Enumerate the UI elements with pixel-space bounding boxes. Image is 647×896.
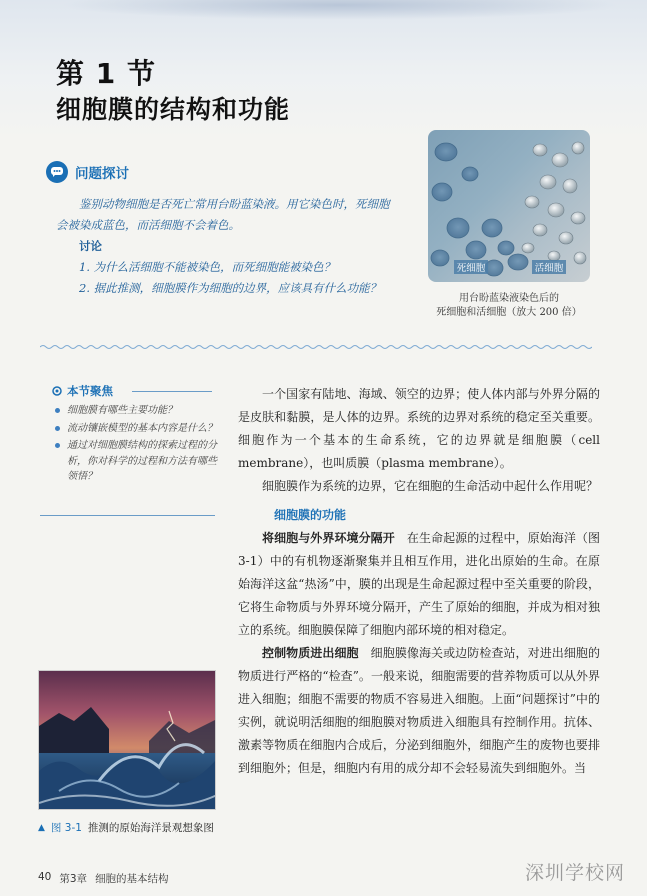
- photo-caption-line2: 死细胞和活细胞（放大 200 倍）: [436, 307, 582, 318]
- paragraph-3: [238, 527, 600, 642]
- watermark: 深圳学校网: [525, 862, 626, 884]
- label-dead-cell: 死细胞: [456, 263, 486, 274]
- paragraph-4-text: 细胞膜像海关或边防检查站，对进出细胞的物质进行严格的“检查”。一般来说，细胞需要的营养物质可以从外界进入细胞；细胞不需要的物质不容易进入细胞。上面“问题探讨”中的实例，就说明活细胞的细胞膜对物质进入细胞具有控制作用。抗体、激素等物质在细胞内合成后，分泌到细胞外，细胞产生的废物也要排到细胞外；但是，细胞内有用的成分却不会轻易流失到细胞外。当: [238, 646, 600, 775]
- section-number: 第 1 节: [56, 57, 156, 90]
- lead-control: 控制物质进出细胞: [262, 646, 359, 660]
- wavy-divider: [40, 343, 592, 351]
- figure-number: 图 3-1: [50, 822, 82, 834]
- question-box-title: 问题探讨: [75, 166, 129, 182]
- speech-bubble-icon: [46, 161, 68, 183]
- page-footer: [38, 871, 169, 886]
- focus-bottom-rule: [40, 515, 215, 516]
- paragraph-2: 细胞膜作为系统的边界，它在细胞的生命活动中起什么作用呢？: [262, 479, 599, 493]
- focus-list: [52, 403, 217, 487]
- photo-caption-line1: 用台盼蓝染液染色后的: [459, 293, 559, 304]
- section-title: 细胞膜的结构和功能: [56, 95, 291, 124]
- question-intro: 鉴别动物细胞是否死亡常用台盼蓝染液。用它染色时，死细胞会被染成蓝色，而活细胞不会着色。: [56, 197, 390, 232]
- focus-item: 细胞膜有哪些主要功能？: [52, 403, 217, 419]
- focus-rule: [132, 391, 212, 392]
- focus-title: 本节聚焦: [67, 384, 113, 398]
- primordial-ocean-painting: [38, 670, 216, 810]
- chapter-label: 第3章: [59, 873, 88, 885]
- chapter-title: 细胞的基本结构: [95, 873, 169, 885]
- triangle-marker-icon: ▲: [38, 822, 45, 833]
- discussion-item-1: 1. 为什么活细胞不能被染色，而死细胞能被染色？: [79, 260, 336, 274]
- focus-item: 流动镶嵌模型的基本内容是什么？: [52, 421, 217, 437]
- main-text: [238, 383, 600, 780]
- discussion-item-2: 2. 据此推测，细胞膜作为细胞的边界，应该具有什么功能？: [79, 281, 382, 295]
- discussion-label: 讨论: [79, 239, 102, 253]
- focus-item: 通过对细胞膜结构的探索过程的分析，你对科学的过程和方法有哪些领悟？: [52, 438, 217, 485]
- header-blur: [60, 0, 620, 20]
- micrograph-photo: [428, 130, 590, 282]
- lead-separate: 将细胞与外界环境分隔开: [262, 531, 395, 545]
- question-box-body: [56, 194, 398, 299]
- paragraph-3-text: 在生命起源的过程中，原始海洋（图 3-1）中的有机物逐渐聚集并且相互作用，进化出原始的生命。在原始海洋这盆“热汤”中，膜的出现是生命起源过程中至关重要的阶段，它将生命物质与外界环境分隔开，产生了原始的细胞，并成为相对独立的系统。细胞膜保障了细胞内部环境的相对稳定。: [238, 531, 600, 637]
- label-live-cell: 活细胞: [534, 263, 564, 274]
- focus-header: [52, 383, 113, 399]
- paragraph-1: 一个国家有陆地、海域、领空的边界；使人体内部与外界分隔的是皮肤和黏膜，是人体的边界。系统的边界对系统的稳定至关重要。细胞作为一个基本的生命系统，它的边界就是细胞膜（cell membrane），也叫质膜（plasma membrane）。: [238, 387, 600, 470]
- figure-caption-text: 推测的原始海洋景观想象图: [87, 822, 214, 834]
- paragraph-4: [238, 642, 600, 780]
- question-box-header: [46, 161, 129, 183]
- figure-caption: [38, 820, 214, 835]
- page-number: 40: [38, 871, 52, 883]
- circle-bullet-icon: [52, 386, 62, 396]
- subheading-functions: 细胞膜的功能: [274, 508, 347, 522]
- photo-caption: [420, 292, 598, 320]
